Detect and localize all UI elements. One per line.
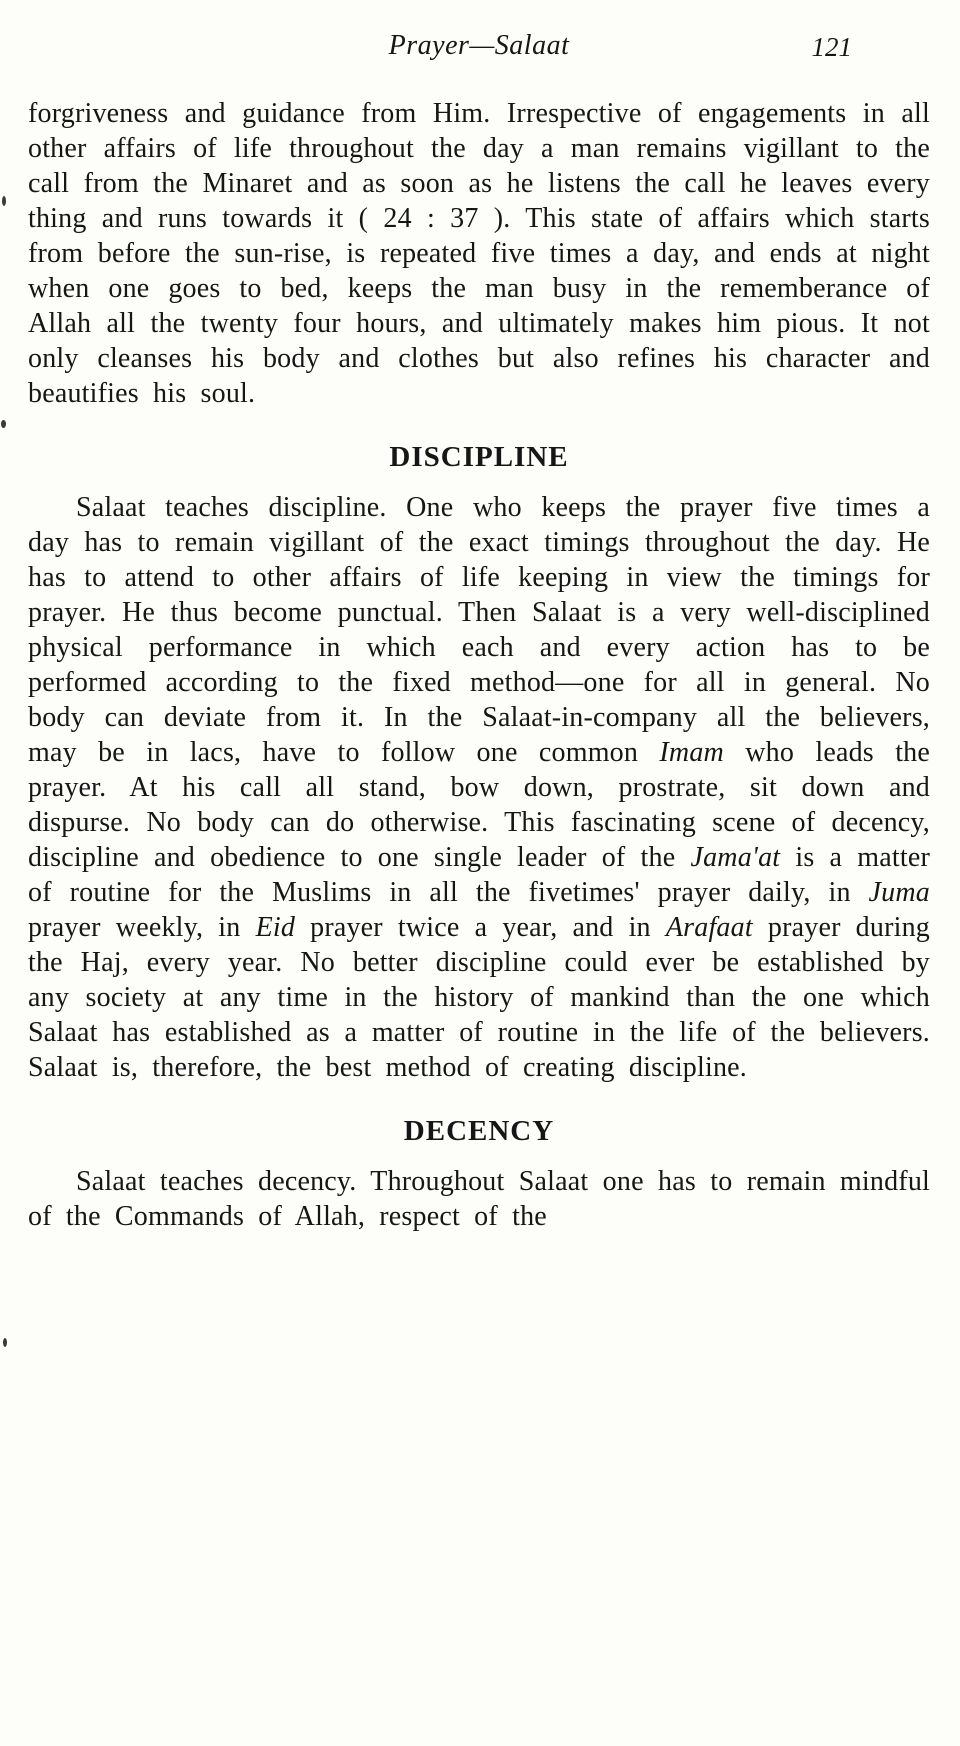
text-run: who leads the prayer. At his call all stand, bow down, prostrate, sit down and dispurse. No body can do otherwise. This fascinating scene of decency, discipline and obedience to one single leader of the <box>28 737 931 873</box>
paragraph-decency <box>28 1164 930 1234</box>
italic-term: Imam <box>659 737 724 768</box>
text-run: forgriveness and guidance from Him. Irrespective of engagements in all other affairs of life throughout the day a man remains vigillant to the call from the Minaret and as soon as he listens the call he leaves every thing and runs towards it ( 24 : 37 ). This state of affairs which starts from before the sun-rise, is repeated five times a day, and ends at night when one goes to bed, keeps the man busy in the rememberance of Allah all the twenty four hours, and ultimately makes him pious. It not only cleanses his body and clothes but also refines his character and beautifies his soul. <box>28 98 930 409</box>
paragraph-continuation <box>28 96 930 411</box>
section-heading-decency: DECENCY <box>403 1115 555 1147</box>
page-number: 121 <box>811 32 852 62</box>
page-header <box>28 30 930 72</box>
scan-artifact <box>2 196 6 206</box>
text-run: prayer twice a year, and in <box>295 912 666 943</box>
running-title: Prayer—Salaat <box>388 30 570 61</box>
italic-term: Jama'at <box>690 842 781 873</box>
text-run: prayer during the Haj, every year. No better discipline could ever be established by any society at any time in the history of mankind than the one which Salaat has established as a matter of routine in the life of the believers. Salaat is, therefore, the best method of creating discipline. <box>28 912 930 1083</box>
text-run: Salaat teaches discipline. One who keeps the prayer five times a day has to remain vigillant of the exact timings throughout the day. He has to attend to other affairs of life keeping in view the timings for prayer. He thus become punctual. Then Salaat is a very well-disciplined physical performance in which each and every action has to be performed according to the fixed method—one for all in general. No body can deviate from it. In the Salaat-in-company all the believers, may be in lacs, have to follow one common <box>28 492 930 768</box>
text-run: is a matter of routine for the Muslims in all the fivetimes' prayer daily, in <box>28 842 930 908</box>
italic-term: Juma <box>868 877 930 908</box>
italic-term: Eid <box>255 912 296 943</box>
scan-artifact <box>1 420 6 428</box>
section-heading-discipline: DISCIPLINE <box>389 441 569 473</box>
scan-artifact <box>3 1338 7 1347</box>
italic-term: Arafaat <box>665 912 753 943</box>
text-run: Salaat teaches decency. Throughout Salaat one has to remain mindful of the Commands of Allah, respect of the <box>28 1166 930 1232</box>
text-run: prayer weekly, in <box>28 912 256 943</box>
paragraph-discipline <box>28 490 930 1085</box>
